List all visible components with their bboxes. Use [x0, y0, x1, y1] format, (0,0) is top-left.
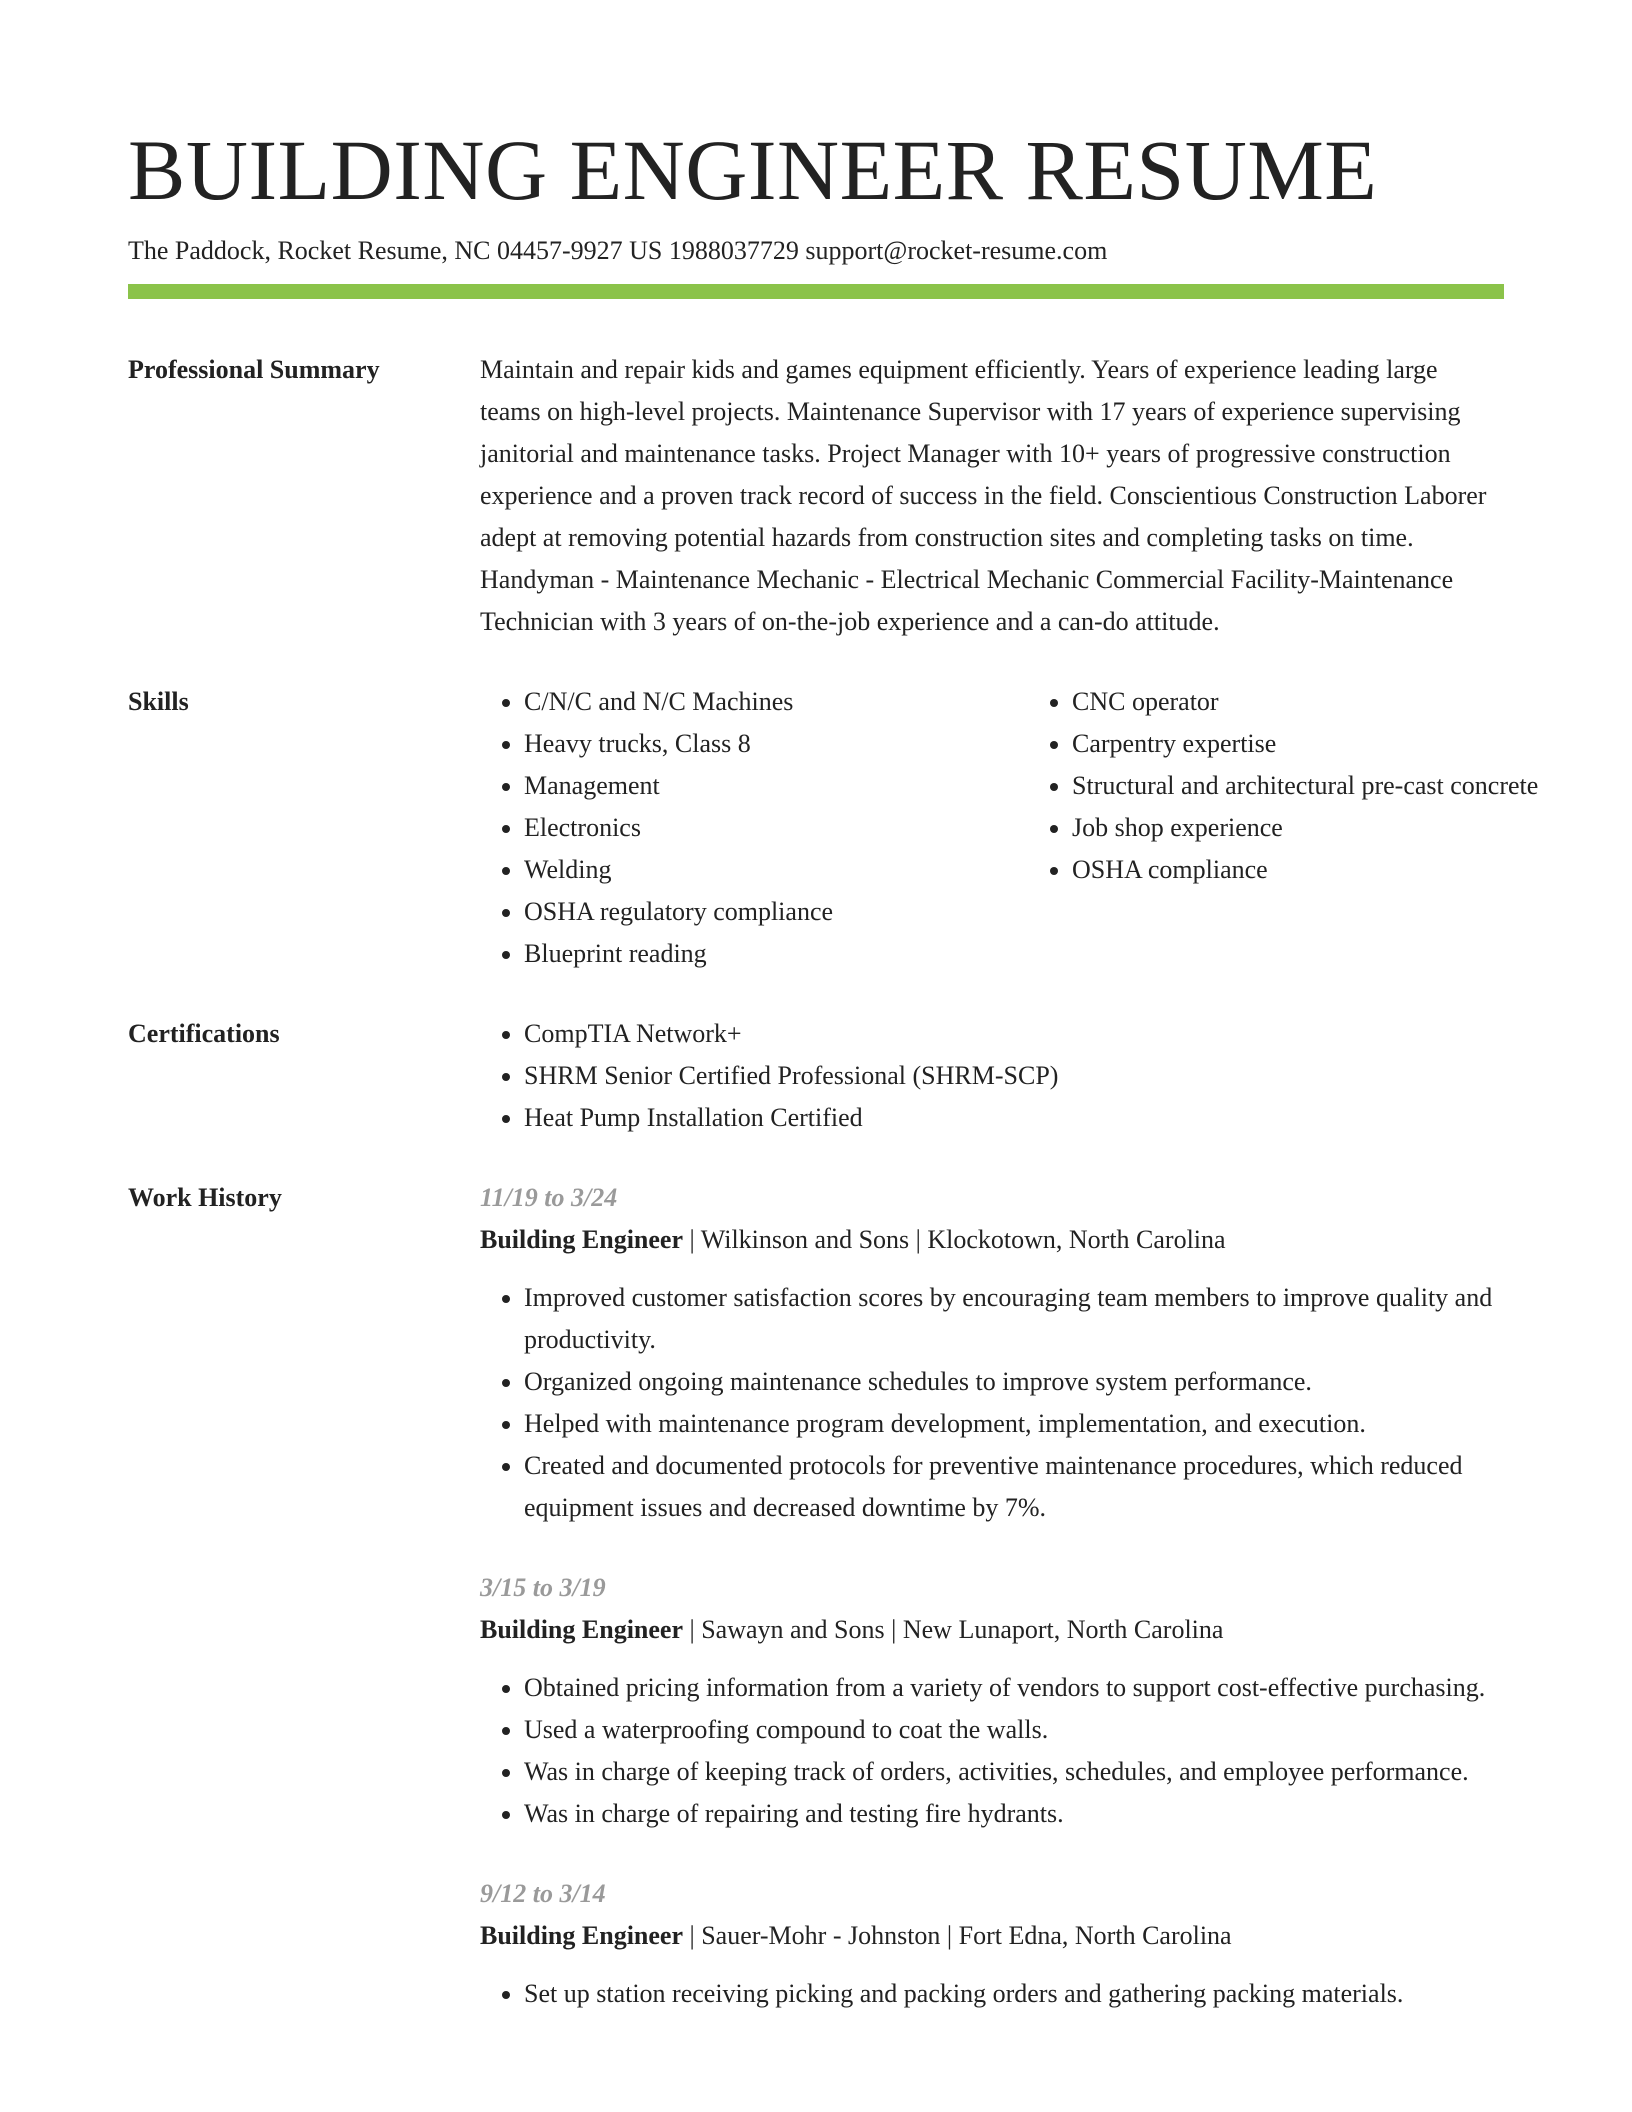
job-details: | Sauer-Mohr - Johnston | Fort Edna, North Carolina	[683, 1921, 1232, 1950]
skill-item: • OSHA regulatory compliance	[524, 891, 1028, 933]
skill-item: • Carpentry expertise	[1072, 723, 1592, 765]
resume-title: BUILDING ENGINEER RESUME	[128, 122, 1378, 218]
job-heading	[480, 1609, 1504, 1651]
certification-item: • Heat Pump Installation Certified	[524, 1097, 1504, 1139]
skill-item: • Structural and architectural pre-cast concrete	[1072, 765, 1592, 807]
job-dates: 3/15 to 3/19	[480, 1573, 606, 1602]
skill-item: • Job shop experience	[1072, 807, 1592, 849]
skills-list-right	[1028, 681, 1592, 975]
job-dates: 11/19 to 3/24	[480, 1183, 618, 1212]
summary-text: Maintain and repair kids and games equipment efficiently. Years of experience leading large teams on high-level projects. Maintenance Supervisor with 17 years of experience supervising janitorial and maintenance tasks. Project Manager with 10+ years of progressive construction experience and a proven track record of success in the field. Conscientious Construction Laborer adept at removing potential hazards from construction sites and completing tasks on time. Handyman - Maintenance Mechanic - Electrical Mechanic Commercial Facility-Maintenance Technician with 3 years of on-the-job experience and a can-do attitude.	[480, 355, 1487, 636]
job-entry	[480, 1177, 1504, 1529]
job-dates: 9/12 to 3/14	[480, 1879, 606, 1908]
certification-item: • SHRM Senior Certified Professional (SHRM-SCP)	[524, 1055, 1504, 1097]
job-details: | Sawayn and Sons | New Lunaport, North Carolina	[683, 1615, 1224, 1644]
resume-page	[128, 118, 1539, 2053]
skill-item: • Welding	[524, 849, 1028, 891]
skill-item: • Blueprint reading	[524, 933, 1028, 975]
job-title: Building Engineer	[480, 1921, 683, 1950]
skill-item: • Electronics	[524, 807, 1028, 849]
job-heading	[480, 1219, 1504, 1261]
skill-item: • C/N/C and N/C Machines	[524, 681, 1028, 723]
section-label-certifications: Certifications	[128, 1019, 280, 1048]
job-bullet: • Used a waterproofing compound to coat the walls.	[524, 1709, 1504, 1751]
job-details: | Wilkinson and Sons | Klockotown, North Carolina	[683, 1225, 1226, 1254]
job-entry	[480, 1873, 1504, 2015]
contact-phone: 1988037729	[668, 236, 799, 265]
work-history-content	[480, 1177, 1504, 2053]
skill-item: • OSHA compliance	[1072, 849, 1592, 891]
skills-list-left	[480, 681, 1028, 975]
job-title: Building Engineer	[480, 1225, 683, 1254]
skills-section	[128, 681, 1539, 975]
job-heading	[480, 1915, 1504, 1957]
job-bullets	[480, 1667, 1504, 1835]
contact-email: support@rocket-resume.com	[805, 236, 1108, 265]
job-bullet: • Set up station receiving picking and packing orders and gathering packing materials.	[524, 1973, 1504, 2015]
section-label-summary: Professional Summary	[128, 355, 380, 384]
job-bullets	[480, 1277, 1504, 1529]
section-label-skills: Skills	[128, 687, 189, 716]
job-title: Building Engineer	[480, 1615, 683, 1644]
section-label-work-history: Work History	[128, 1183, 282, 1212]
certification-item: • CompTIA Network+	[524, 1013, 1504, 1055]
job-entry	[480, 1567, 1504, 1835]
skill-item: • Heavy trucks, Class 8	[524, 723, 1028, 765]
contact-line	[128, 234, 1504, 268]
certifications-section	[128, 1013, 1504, 1139]
job-bullet: • Obtained pricing information from a variety of vendors to support cost-effective purchasing.	[524, 1667, 1504, 1709]
work-history-section	[128, 1177, 1504, 2053]
job-bullets	[480, 1973, 1504, 2015]
certifications-content	[480, 1013, 1504, 1139]
job-bullet: • Created and documented protocols for preventive maintenance procedures, which reduced equipment issues and decreased downtime by 7%.	[524, 1445, 1504, 1529]
job-bullet: • Was in charge of repairing and testing fire hydrants.	[524, 1793, 1504, 1835]
certifications-list	[480, 1013, 1504, 1139]
job-bullet: • Organized ongoing maintenance schedules to improve system performance.	[524, 1361, 1504, 1403]
job-bullet: • Was in charge of keeping track of orders, activities, schedules, and employee performance.	[524, 1751, 1504, 1793]
accent-divider	[128, 284, 1504, 299]
job-bullet: • Helped with maintenance program development, implementation, and execution.	[524, 1403, 1504, 1445]
contact-address: The Paddock, Rocket Resume, NC 04457-9927 US	[128, 236, 663, 265]
summary-content	[480, 349, 1504, 643]
skill-item: • Management	[524, 765, 1028, 807]
job-bullet: • Improved customer satisfaction scores by encouraging team members to improve quality and productivity.	[524, 1277, 1504, 1361]
skill-item: • CNC operator	[1072, 681, 1592, 723]
skills-content	[480, 681, 1592, 975]
summary-section	[128, 349, 1504, 643]
